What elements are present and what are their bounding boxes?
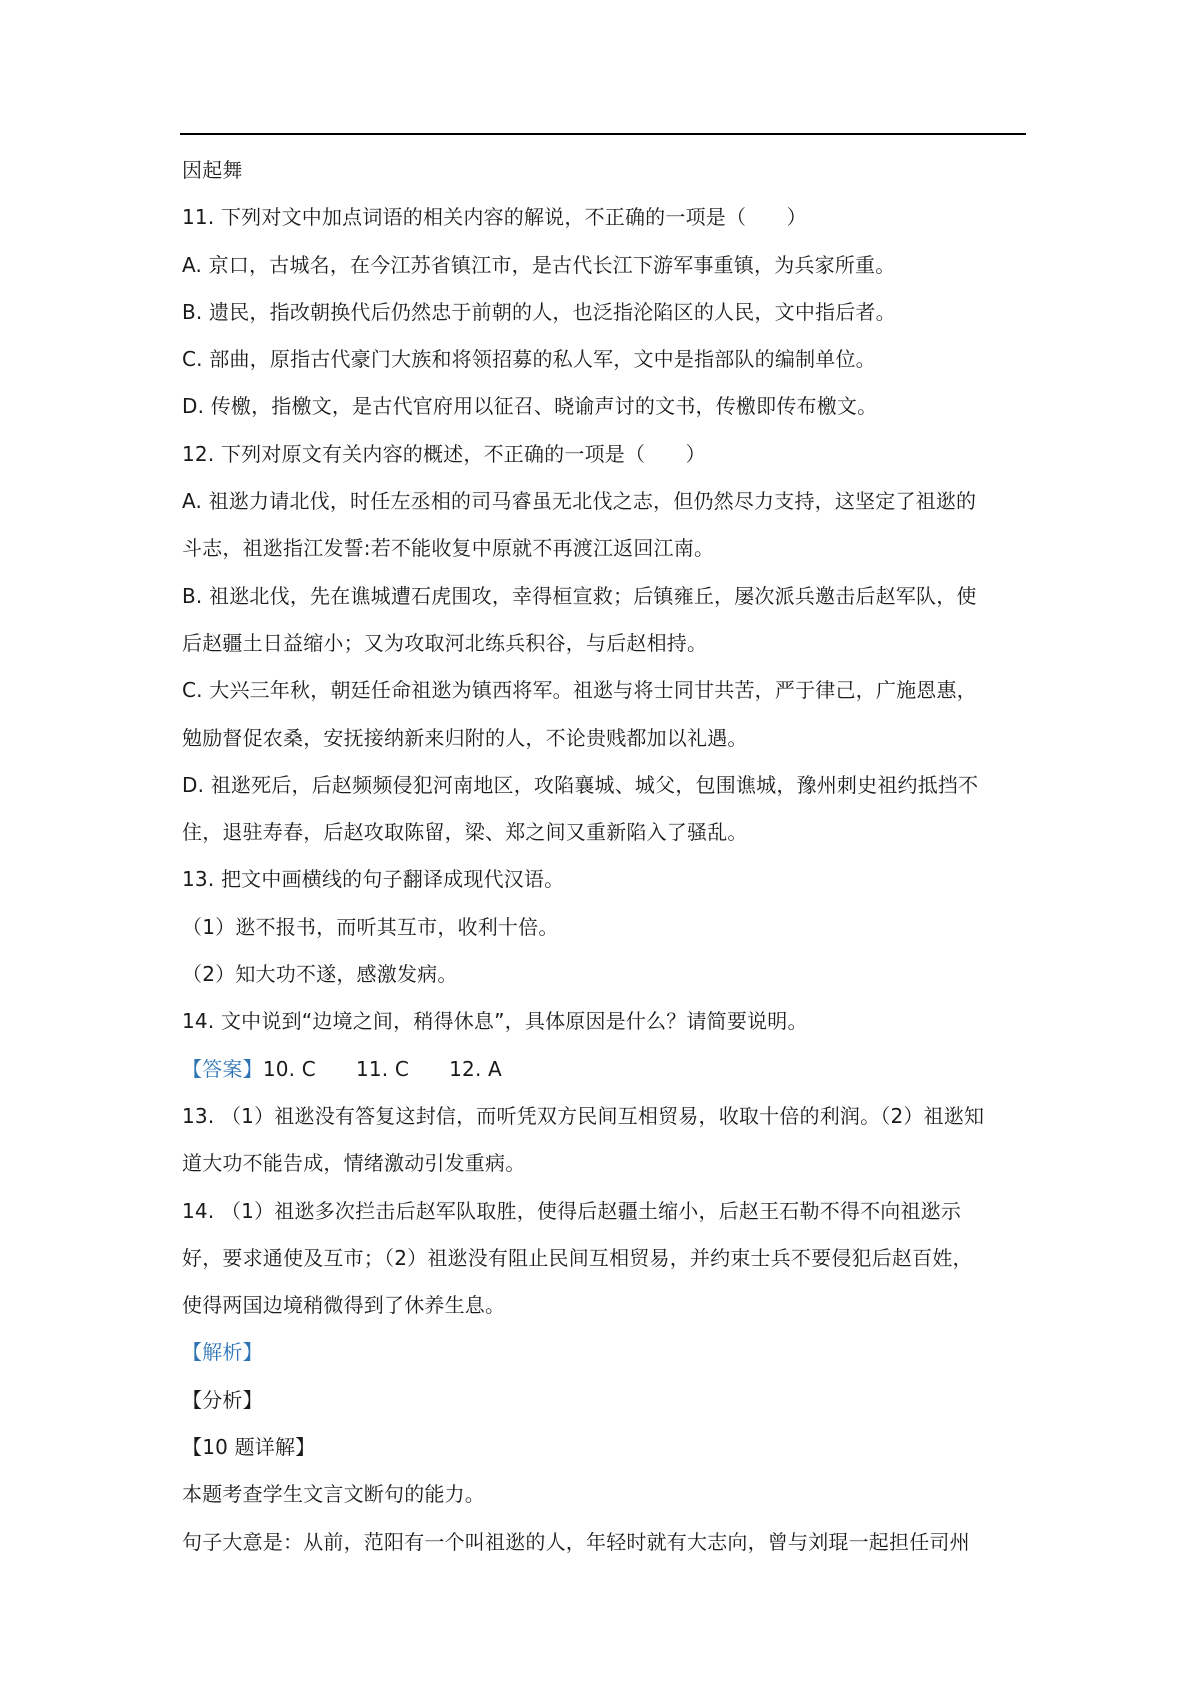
option-b: B. 遗民，指改朝换代后仍然忠于前朝的人，也泛指沦陷区的人民，文中指后者。 — [182, 299, 896, 324]
option-c: C. 部曲，原指古代豪门大族和将领招募的私人军，文中是指部队的编制单位。 — [182, 347, 876, 372]
section-heading: 【10 题详解】 — [182, 1435, 316, 1460]
answer-10: 10. C — [262, 1056, 316, 1081]
question-13: 13. 把文中画横线的句子翻译成现代汉语。 — [182, 867, 565, 892]
answer-14: 14. （1）祖逖多次拦击后赵军队取胜，使得后赵疆土缩小，后赵王石勒不得不向祖逖示 — [182, 1198, 962, 1223]
question-12: 12. 下列对原文有关内容的概述，不正确的一项是（ ） — [182, 441, 706, 466]
option-d: D. 传檄，指檄文，是古代官府用以征召、晓谕声讨的文书，传檄即传布檄文。 — [182, 394, 878, 419]
question-14: 14. 文中说到“边境之间，稍得休息”，具体原因是什么？请简要说明。 — [182, 1009, 808, 1034]
text-line: 好，要求通使及互市；（2）祖逖没有阻止民间互相贸易，并约束士兵不要侵犯后赵百姓， — [182, 1245, 973, 1270]
question-11: 11. 下列对文中加点词语的相关内容的解说，不正确的一项是（ ） — [182, 205, 807, 230]
text-line: 句子大意是：从前，范阳有一个叫祖逖的人，年轻时就有大志向，曾与刘琨一起担任司州 — [182, 1529, 970, 1554]
text-line: 住，退驻寿春，后赵攻取陈留，梁、郑之间又重新陷入了骚乱。 — [182, 820, 748, 845]
sub-question-1: （1）逖不报书，而听其互市，收利十倍。 — [182, 914, 559, 939]
header-rule — [180, 133, 1026, 135]
text-line: 本题考查学生文言文断句的能力。 — [182, 1482, 485, 1507]
sub-question-2: （2）知大功不遂，感激发病。 — [182, 962, 458, 987]
option-a: A. 京口，古城名，在今江苏省镇江市，是古代长江下游军事重镇，为兵家所重。 — [182, 252, 896, 277]
option-b: B. 祖逖北伐，先在谯城遭石虎围攻，幸得桓宣救；后镇雍丘，屡次派兵邀击后赵军队，使 — [182, 583, 977, 608]
text-line: 道大功不能告成，情绪激动引发重病。 — [182, 1151, 526, 1176]
text-line: 因起舞 — [182, 158, 243, 182]
text-line: 斗志，祖逖指江发誓:若不能收复中原就不再渡江返回江南。 — [182, 536, 715, 561]
option-a: A. 祖逖力请北伐，时任左丞相的司马睿虽无北伐之志，但仍然尽力支持，这坚定了祖逖的 — [182, 489, 977, 514]
text-line: 后赵疆土日益缩小；又为攻取河北练兵积谷，与后赵相持。 — [182, 630, 708, 655]
answer-line — [182, 1046, 1028, 1093]
answer-11: 11. C — [355, 1056, 410, 1081]
text-line: 勉励督促农桑，安抚接纳新来归附的人，不论贵贱都加以礼遇。 — [182, 725, 748, 750]
document-body — [182, 147, 1028, 1566]
analysis-label: 【解析】 — [182, 1340, 263, 1365]
section-heading: 【分析】 — [182, 1387, 263, 1412]
option-d: D. 祖逖死后，后赵频频侵犯河南地区，攻陷襄城、城父，包围谯城，豫州刺史祖约抵挡不 — [182, 772, 979, 797]
answer-label: 【答案】 — [182, 1056, 263, 1081]
text-line: 使得两国边境稍微得到了休养生息。 — [182, 1293, 506, 1318]
answer-13: 13. （1）祖逖没有答复这封信，而听凭双方民间互相贸易，收取十倍的利润。（2）祖逖知 — [182, 1103, 985, 1128]
answer-12: 12. A — [449, 1056, 502, 1081]
option-c: C. 大兴三年秋，朝廷任命祖逖为镇西将军。祖逖与将士同甘共苦，严于律己，广施恩惠， — [182, 678, 977, 703]
